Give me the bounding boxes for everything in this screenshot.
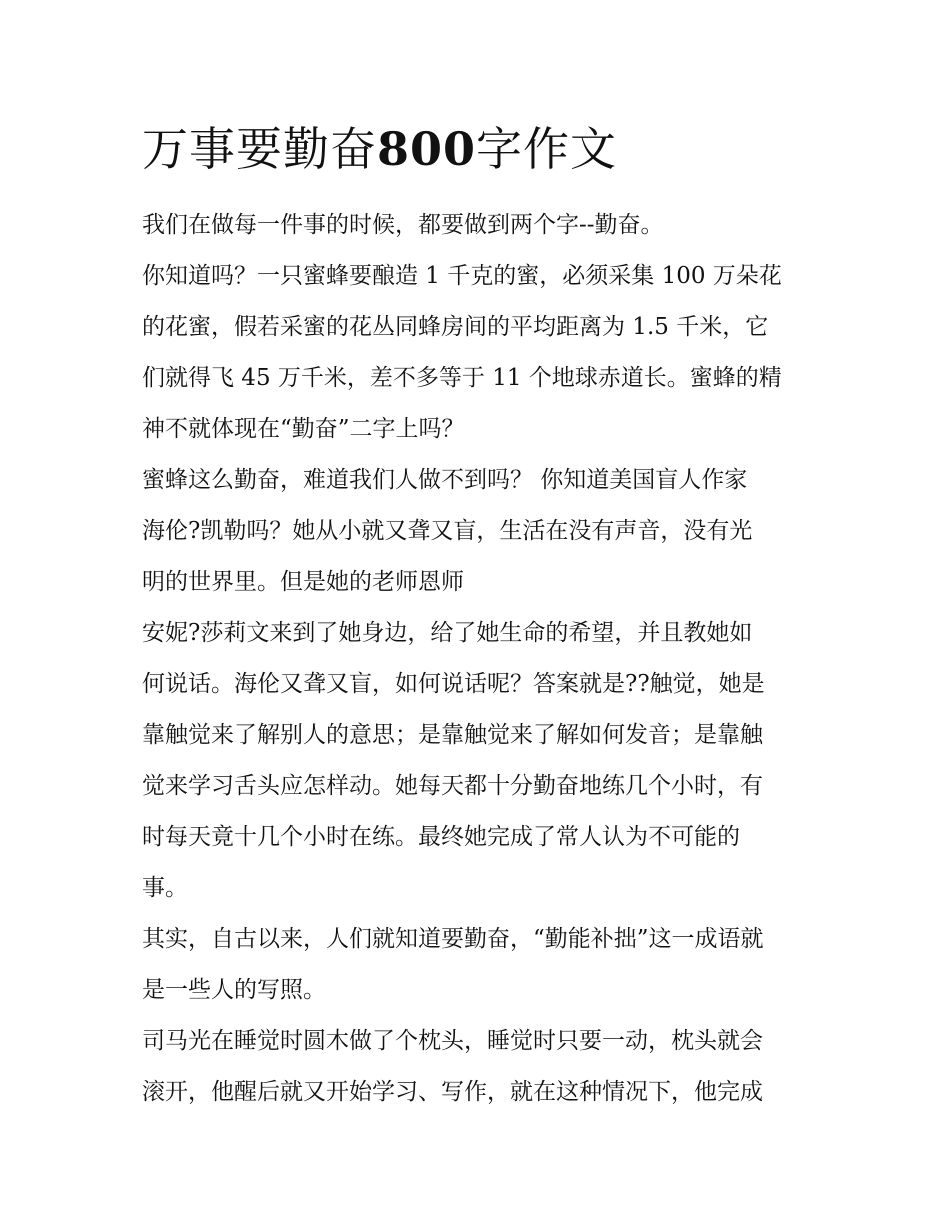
body-line: 们就得飞 45 万千米，差不多等于 11 个地球赤道长。蜜蜂的精 xyxy=(142,365,782,391)
body-line: 其实，自古以来，人们就知道要勤奋，“勤能补拙”这一成语就 xyxy=(142,926,764,952)
body-line: 神不就体现在“勤奋”二字上吗？ xyxy=(142,416,465,442)
title-prefix: 万事要勤奋 xyxy=(142,122,377,176)
body-line: 海伦?凯勒吗？她从小就又聋又盲，生活在没有声音，没有光 xyxy=(142,518,753,544)
title-number: 800 xyxy=(377,122,477,176)
body-line: 觉来学习舌头应怎样动。她每天都十分勤奋地练几个小时，有 xyxy=(142,773,763,799)
body-line: 明的世界里。但是她的老师恩师 xyxy=(142,569,464,595)
body-line: 靠触觉来了解别人的意思；是靠触觉来了解如何发音；是靠触 xyxy=(142,722,763,748)
body-line: 蜜蜂这么勤奋，难道我们人做不到吗？ 你知道美国盲人作家 xyxy=(142,467,748,493)
body-line: 你知道吗？一只蜜蜂要酿造 1 千克的蜜，必须采集 100 万朵花 xyxy=(142,263,782,289)
document-title xyxy=(142,118,814,180)
body-line: 司马光在睡觉时圆木做了个枕头，睡觉时只要一动，枕头就会 xyxy=(142,1028,763,1054)
body-line: 的花蜜，假若采蜜的花丛同蜂房间的平均距离为 1.5 千米，它 xyxy=(142,314,769,340)
body-line: 事。 xyxy=(142,875,188,901)
body-line: 安妮?莎莉文来到了她身边，给了她生命的希望，并且教她如 xyxy=(142,620,753,646)
body-line: 何说话。海伦又聋又盲，如何说话呢？答案就是??触觉，她是 xyxy=(142,671,765,697)
title-suffix: 字作文 xyxy=(476,122,618,176)
body-line: 时每天竟十几个小时在练。最终她完成了常人认为不可能的 xyxy=(142,824,740,850)
body-line: 滚开，他醒后就又开始学习、写作，就在这种情况下，他完成 xyxy=(142,1079,763,1105)
document-page xyxy=(142,118,814,1118)
body-line: 我们在做每一件事的时候，都要做到两个字--勤奋。 xyxy=(142,212,664,238)
body-line: 是一些人的写照。 xyxy=(142,977,326,1003)
document-body xyxy=(142,200,814,1118)
